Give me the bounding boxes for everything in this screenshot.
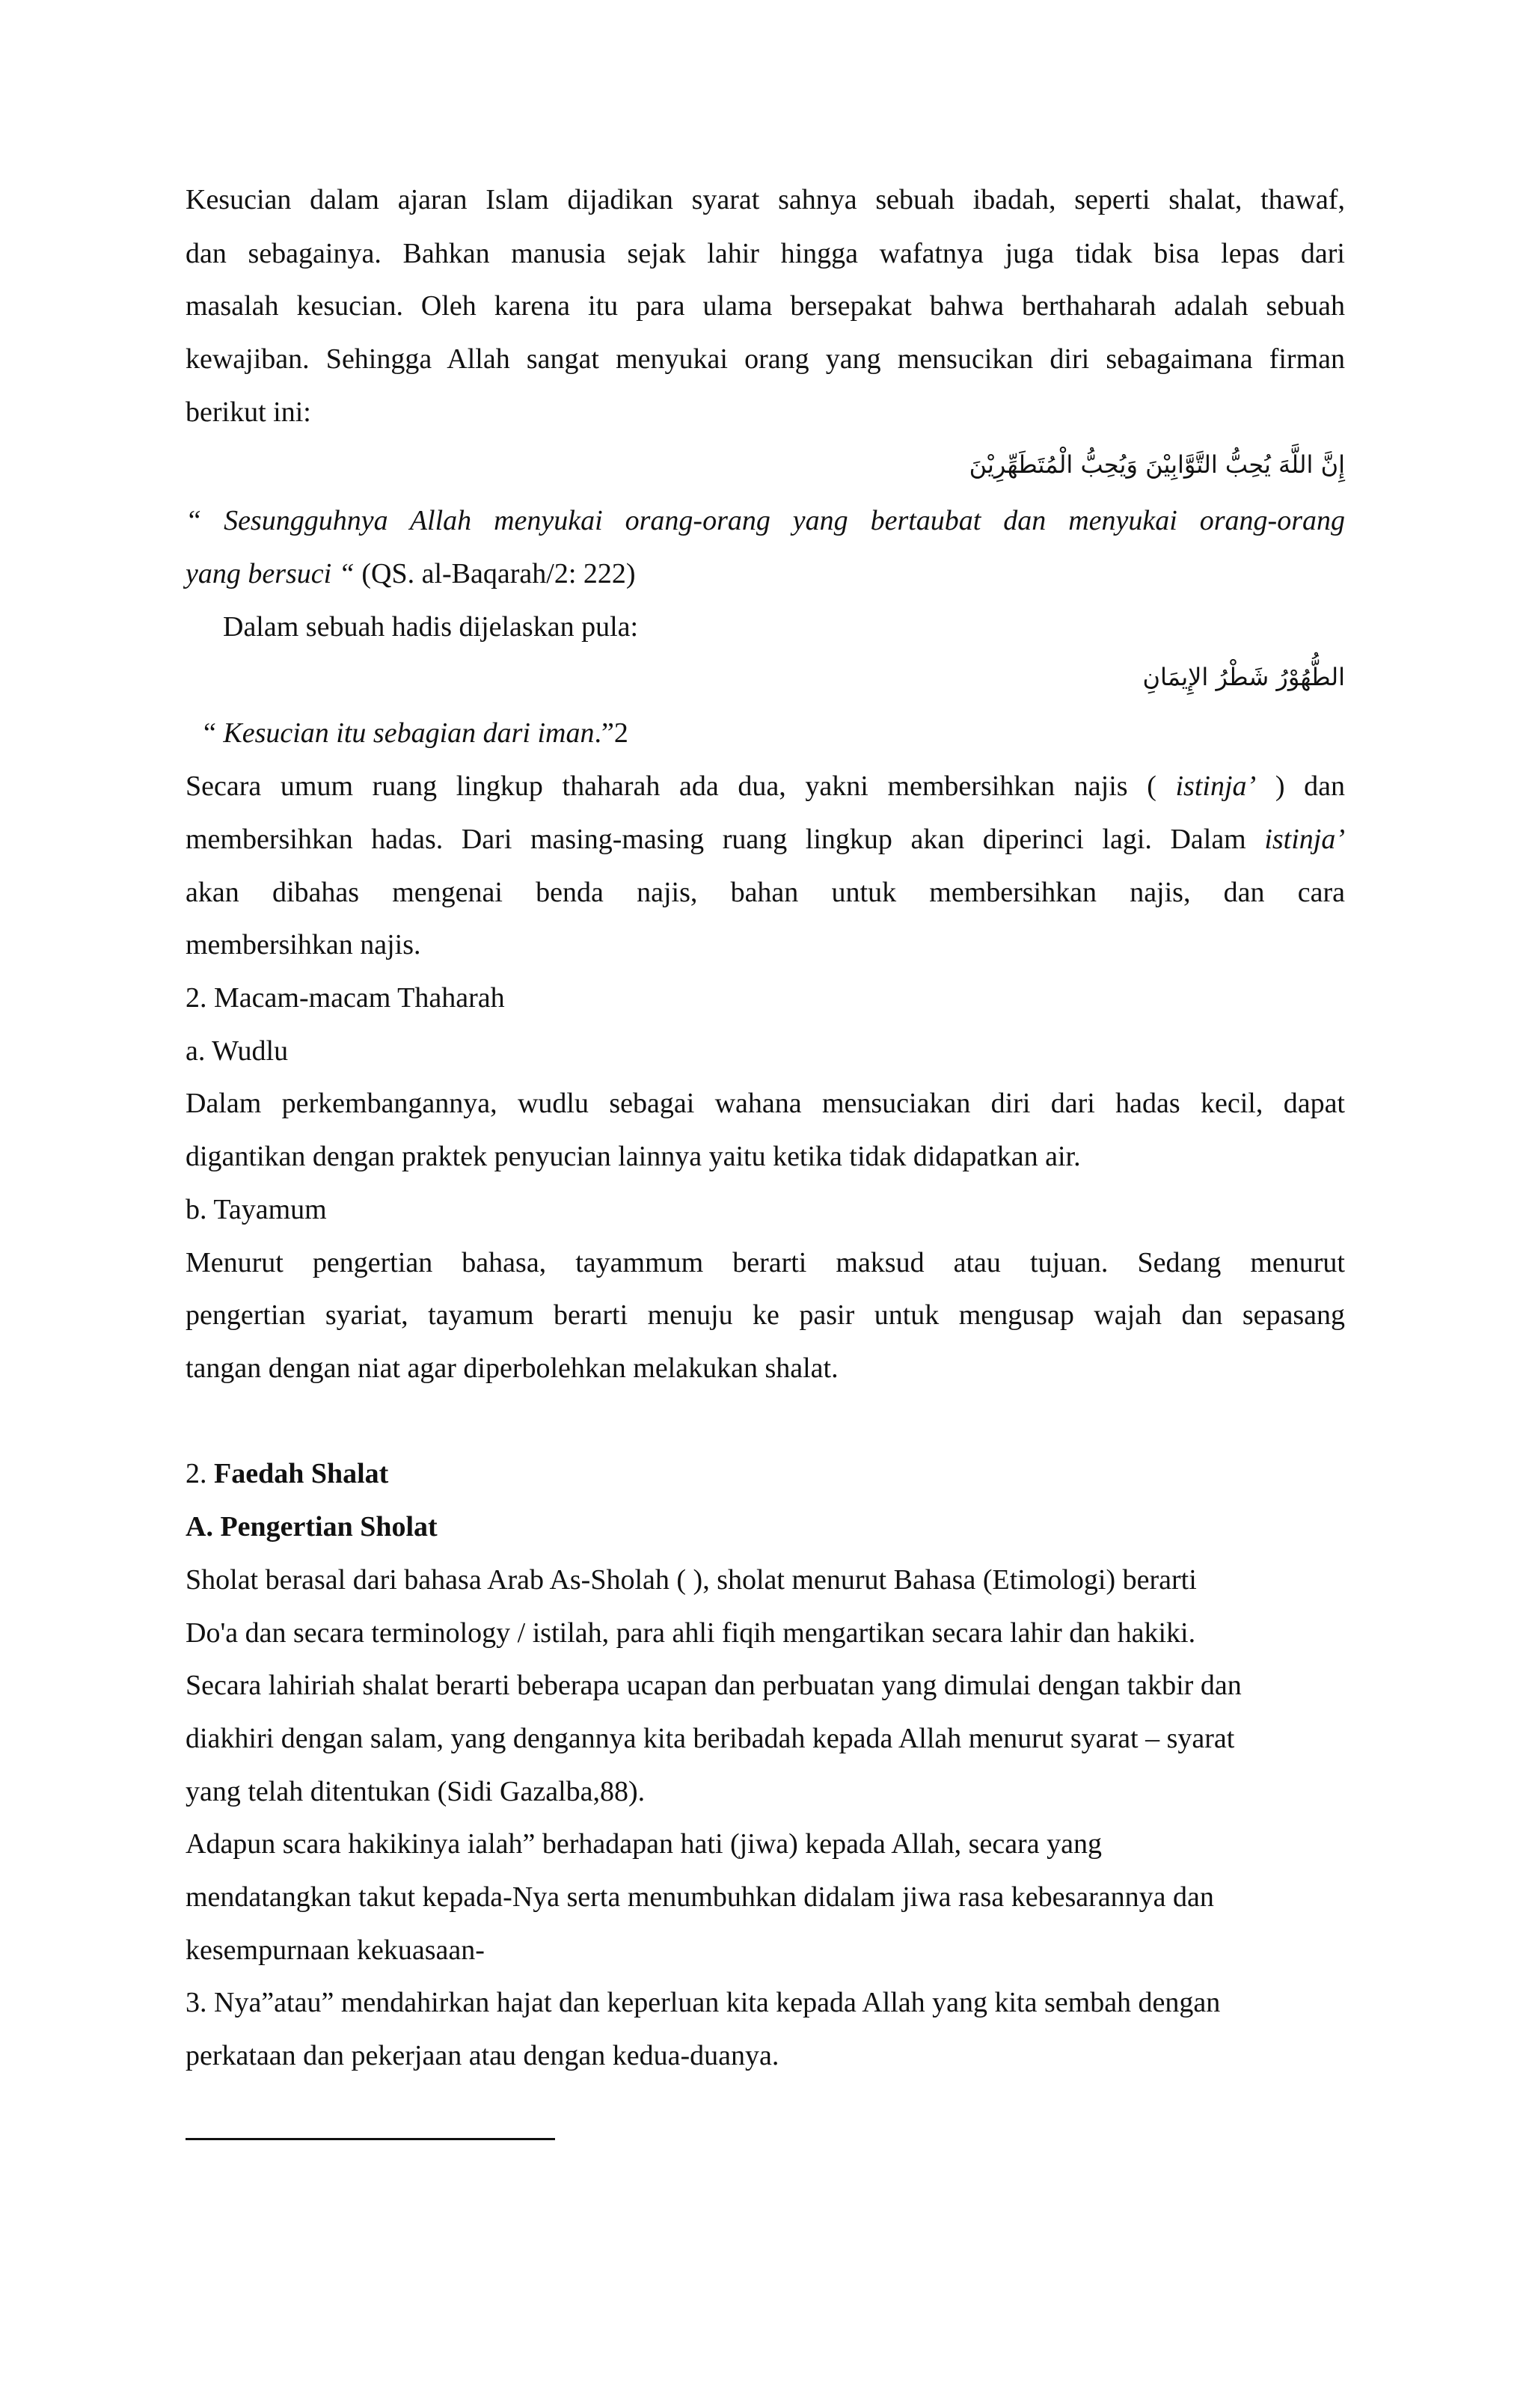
shalat-line: yang telah ditentukan (Sidi Gazalba,88). — [186, 1776, 646, 1807]
shalat-line: kesempurnaan kekuasaan- — [186, 1934, 485, 1966]
intro-line: dan sebagainya. Bahkan manusia sejak lahir hingga wafatnya juga tidak bisa lepas dari — [186, 238, 1345, 269]
intro-line: Kesucian dalam ajaran Islam dijadikan syarat sahnya sebuah ibadah, seperti shalat, thawaf, — [186, 184, 1345, 215]
verse-translation-line — [186, 557, 1345, 591]
subsection-heading: A. Pengertian Sholat — [186, 1511, 438, 1542]
istinja-term: istinja’ — [1264, 824, 1345, 855]
footnote-separator — [186, 2138, 555, 2140]
section-heading: 2. Faedah Shalat — [186, 1458, 389, 1489]
intro-line: kewajiban. Sehingga Allah sangat menyukai orang yang mensucikan diri sebagaimana firman — [186, 343, 1345, 375]
tayamum-line: Menurut pengertian bahasa, tayammum berarti maksud atau tujuan. Sedang menurut — [186, 1247, 1345, 1278]
shalat-line: Adapun scara hakikinya ialah” berhadapan hati (jiwa) kepada Allah, secara yang — [186, 1828, 1102, 1860]
scope-line: membersihkan hadas. Dari masing-masing ruang lingkup akan diperinci lagi. Dalam istinja’ — [186, 824, 1345, 855]
hadith-intro: Dalam sebuah hadis dijelaskan pula: — [223, 611, 639, 643]
verse-reference: (QS. al-Baqarah/2: 222) — [354, 558, 636, 589]
hadith-quote-text: Kesucian itu sebagian dari iman — [223, 717, 595, 749]
tayamum-line: pengertian syariat, tayamum berarti menuju ke pasir untuk mengusap wajah dan sepasang — [186, 1299, 1345, 1331]
shalat-line: Sholat berasal dari bahasa Arab As-Sholah ( ), sholat menurut Bahasa (Etimologi) berarti — [186, 1564, 1197, 1596]
wudlu-line: digantikan dengan praktek penyucian lainnya yaitu ketika tidak didapatkan air. — [186, 1141, 1081, 1172]
scope-line: membersihkan najis. — [186, 929, 421, 961]
hadith-quote — [203, 716, 1363, 750]
shalat-line: perkataan dan pekerjaan atau dengan kedua-duanya. — [186, 2040, 779, 2071]
faedah-shalat-title: Faedah Shalat — [214, 1458, 389, 1489]
verse-translation-line: “ Sesungguhnya Allah menyukai orang-orang yang bertaubat dan menyukai orang-orang — [186, 505, 1345, 536]
verse-arabic: إِنَّ اللَّهَ يُحِبُّ التَّوَّابِيْنَ وَيُحِبُّ الْمُتَطَهِّرِيْنَ — [969, 450, 1345, 479]
subsection-heading: a. Wudlu — [186, 1035, 289, 1067]
scope-line: Secara umum ruang lingkup thaharah ada dua, yakni membersihkan najis ( istinja’ ) dan — [186, 771, 1345, 802]
intro-line: berikut ini: — [186, 396, 311, 428]
istinja-term: istinja’ — [1175, 771, 1257, 802]
shalat-line: diakhiri dengan salam, yang dengannya kita beribadah kepada Allah menurut syarat – syarat — [186, 1723, 1235, 1754]
shalat-line: Do'a dan secara terminology / istilah, para ahli fiqih mengartikan secara lahir dan hakiki. — [186, 1617, 1196, 1649]
hadith-arabic: الطُّهُوْرُ شَطْرُ الإِيمَانِ — [1142, 663, 1345, 691]
subsection-heading: b. Tayamum — [186, 1194, 327, 1225]
section-heading: 2. Macam-macam Thaharah — [186, 982, 505, 1014]
intro-line: masalah kesucian. Oleh karena itu para ulama bersepakat bahwa berthaharah adalah sebuah — [186, 290, 1345, 322]
shalat-line: mendatangkan takut kepada-Nya serta menumbuhkan didalam jiwa rasa kebesarannya dan — [186, 1881, 1214, 1913]
shalat-line: 3. Nya”atau” mendahirkan hajat dan keperluan kita kepada Allah yang kita sembah dengan — [186, 1987, 1221, 2018]
wudlu-line: Dalam perkembangannya, wudlu sebagai wahana mensuciakan diri dari hadas kecil, dapat — [186, 1088, 1345, 1119]
footnote-ref: .”2 — [594, 717, 628, 749]
verse-translation-italic: yang bersuci “ — [186, 558, 355, 589]
shalat-line: Secara lahiriah shalat berarti beberapa ucapan dan perbuatan yang dimulai dengan takbir dan — [186, 1670, 1242, 1701]
scope-line: akan dibahas mengenai benda najis, bahan untuk membersihkan najis, dan cara — [186, 877, 1345, 908]
tayamum-line: tangan dengan niat agar diperbolehkan melakukan shalat. — [186, 1352, 839, 1384]
quote-mark: “ — [203, 717, 224, 749]
